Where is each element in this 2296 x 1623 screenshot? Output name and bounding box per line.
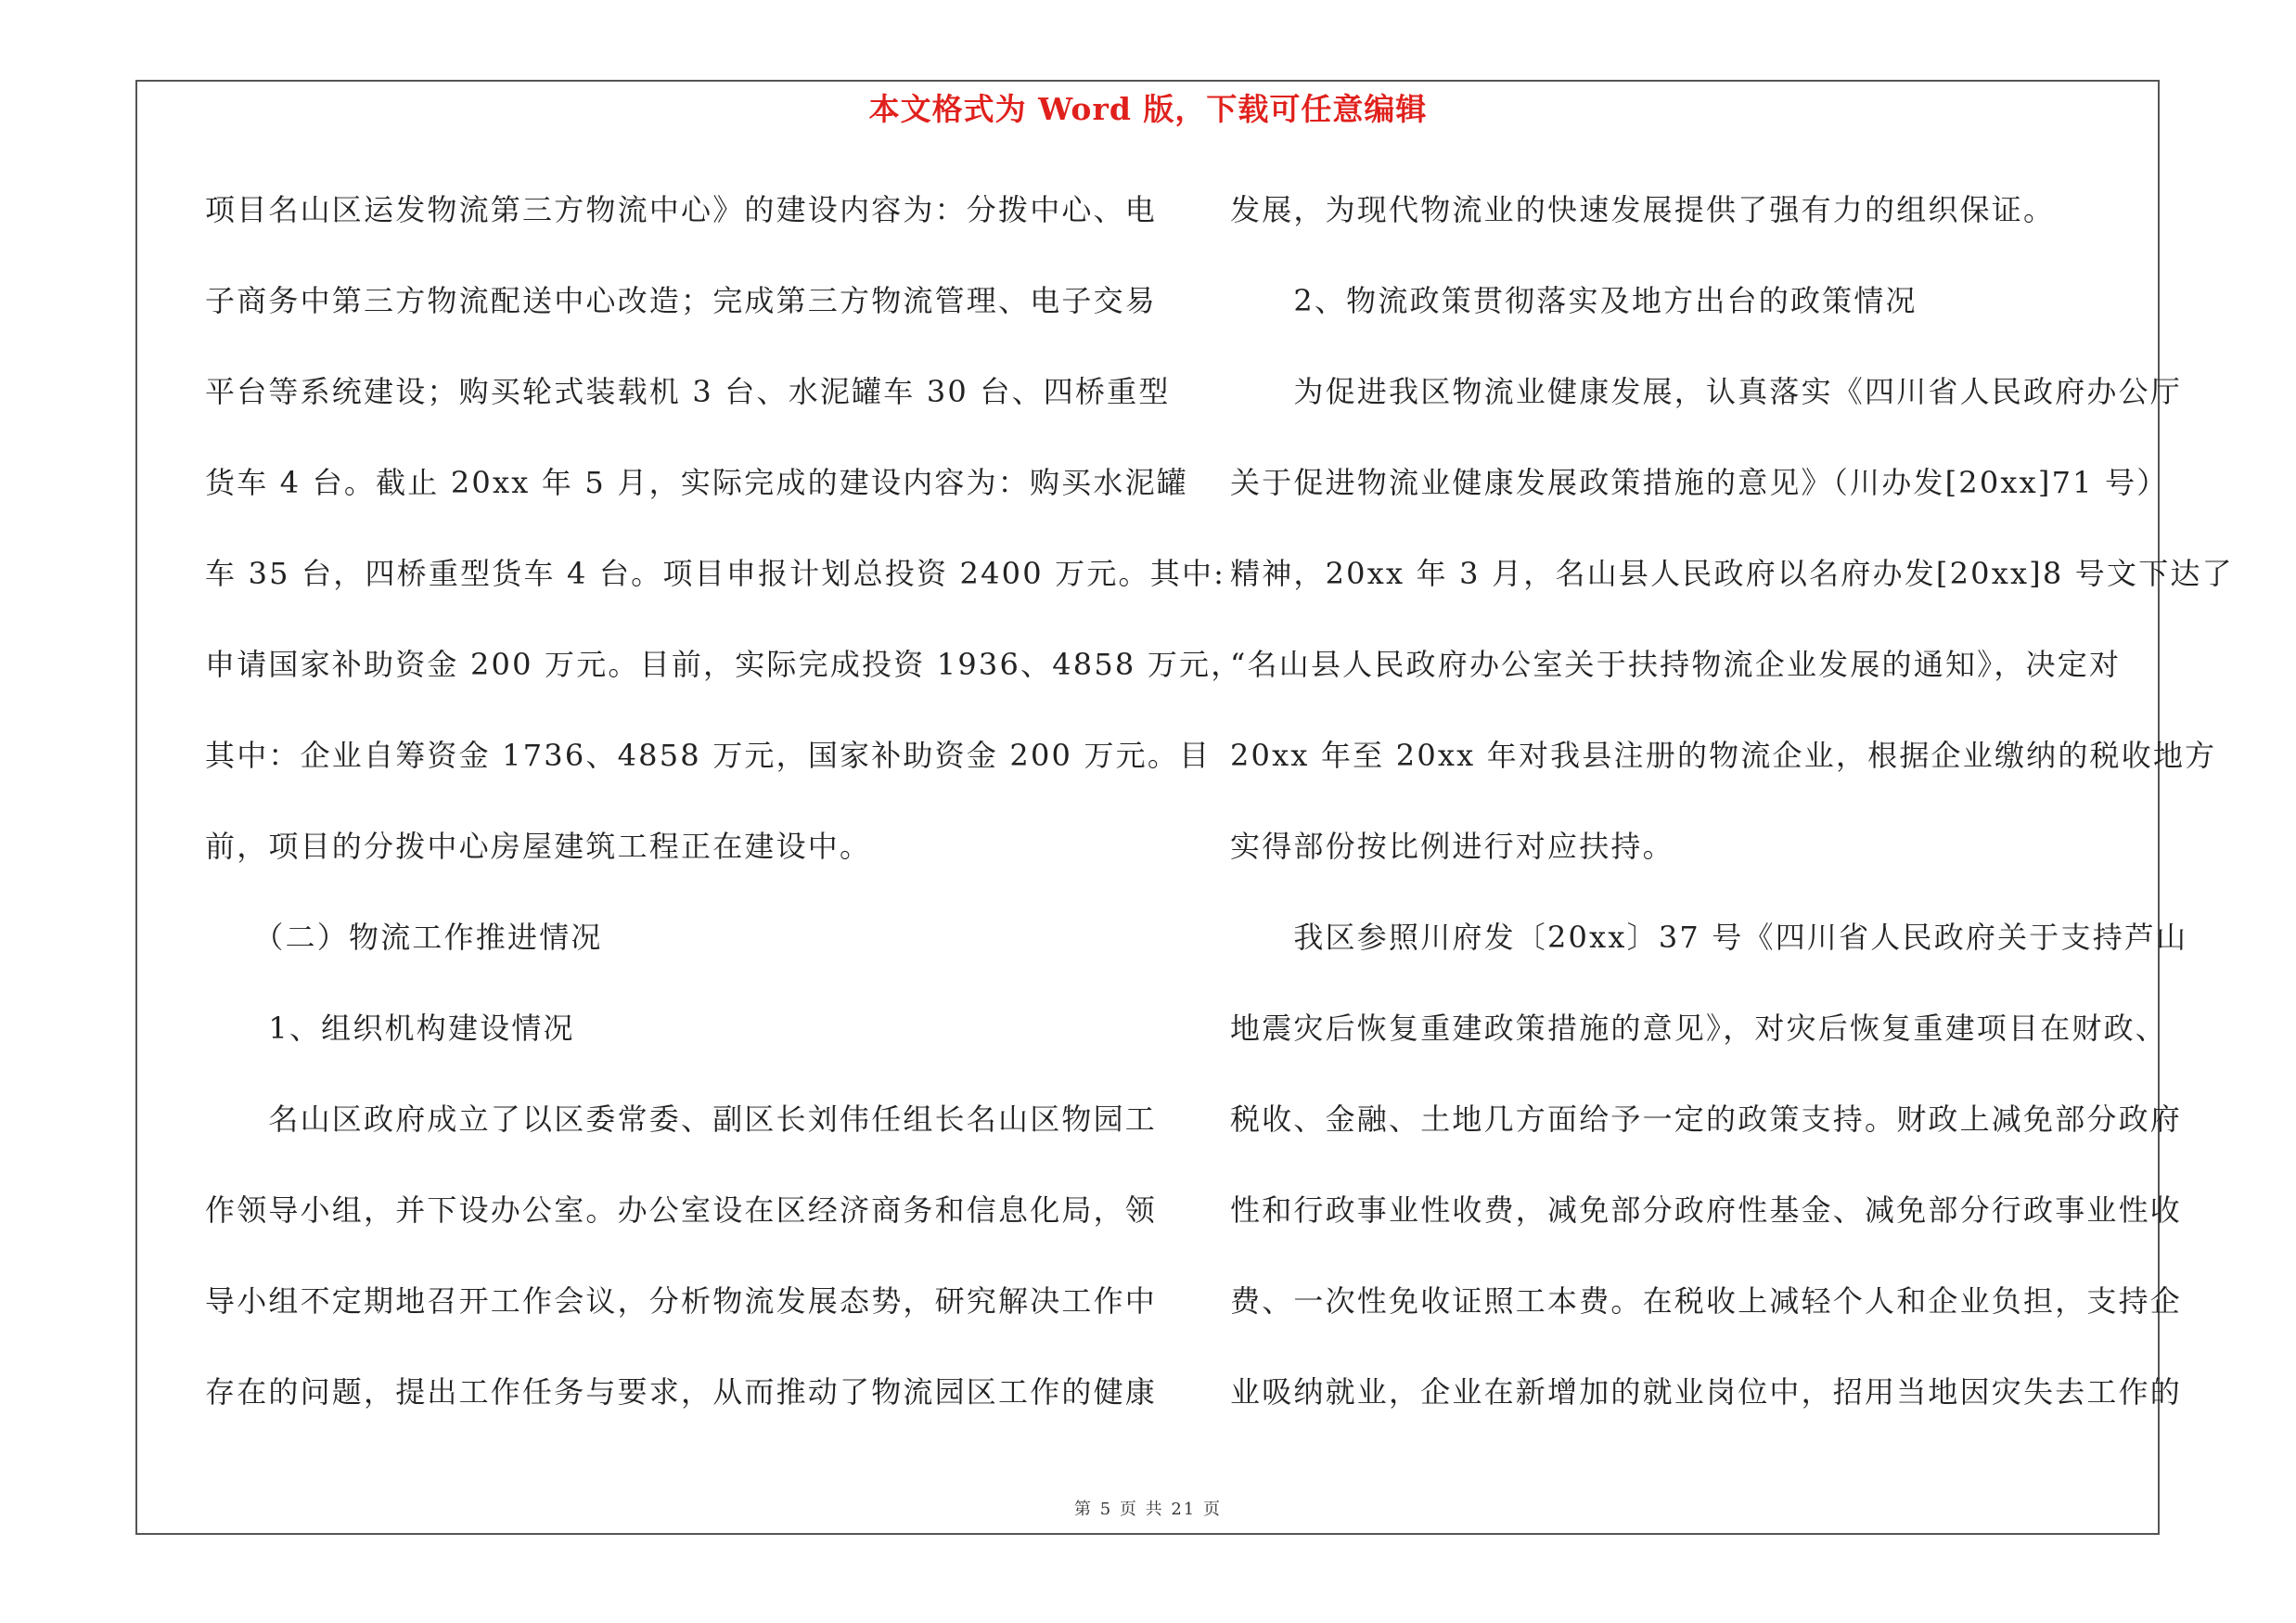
text-line: 实得部份按比例进行对应扶持。 bbox=[1230, 829, 1674, 864]
right-text-column bbox=[1230, 187, 2234, 1460]
text-line: 作领导小组，并下设办公室。办公室设在区经济商务和信息化局，领 bbox=[205, 1192, 1158, 1228]
text-line: 平台等系统建设；购买轮式装载机 3 台、水泥罐车 30 台、四桥重型 bbox=[205, 374, 1171, 409]
text-line: 子商务中第三方物流配送中心改造；完成第三方物流管理、电子交易 bbox=[205, 283, 1158, 318]
text-line: 20xx 年至 20xx 年对我县注册的物流企业，根据企业缴纳的税收地方 bbox=[1230, 738, 2217, 773]
text-line: （二）物流工作推进情况 bbox=[205, 920, 603, 955]
text-line: 2、物流政策贯彻落实及地方出台的政策情况 bbox=[1230, 283, 1918, 318]
text-line: 业吸纳就业，企业在新增加的就业岗位中，招用当地因灾失去工作的 bbox=[1230, 1374, 2183, 1410]
text-line: 存在的问题，提出工作任务与要求，从而推动了物流园区工作的健康 bbox=[205, 1374, 1158, 1410]
text-line: 发展，为现代物流业的快速发展提供了强有力的组织保证。 bbox=[1230, 192, 2056, 227]
text-line: 地震灾后恢复重建政策措施的意见》，对灾后恢复重建项目在财政、 bbox=[1230, 1011, 2168, 1046]
text-line: 申请国家补助资金 200 万元。目前，实际完成投资 1936、4858 万元， bbox=[205, 647, 1243, 682]
text-line: 性和行政事业性收费，减免部分政府性基金、减免部分行政事业性收 bbox=[1230, 1192, 2183, 1228]
text-line: 1、组织机构建设情况 bbox=[205, 1011, 575, 1046]
text-line: 我区参照川府发〔20xx〕37 号《四川省人民政府关于支持芦山 bbox=[1230, 920, 2188, 955]
text-line: 导小组不定期地召开工作会议，分析物流发展态势，研究解决工作中 bbox=[205, 1283, 1158, 1319]
text-line: 名山区政府成立了以区委常委、副区长刘伟任组长名山区物园工 bbox=[205, 1101, 1158, 1137]
text-line: 关于促进物流业健康发展政策措施的意见》（川办发[20xx]71 号） bbox=[1230, 465, 2169, 500]
page-number-footer: 第 5 页 共 21 页 bbox=[1074, 1500, 1222, 1519]
text-line: 精神，20xx 年 3 月，名山县人民政府以名府办发[20xx]8 号文下达了 bbox=[1230, 556, 2234, 591]
left-text-column bbox=[205, 187, 1243, 1460]
text-line: 车 35 台，四桥重型货车 4 台。项目申报计划总投资 2400 万元。其中: bbox=[205, 556, 1226, 591]
text-line: 货车 4 台。截止 20xx 年 5 月，实际完成的建设内容为：购买水泥罐 bbox=[205, 465, 1188, 500]
text-line: 项目名山区运发物流第三方物流中心》的建设内容为：分拨中心、电 bbox=[205, 192, 1158, 227]
text-line: “名山县人民政府办公室关于扶持物流企业发展的通知》，决定对 bbox=[1230, 647, 2122, 682]
text-line: 费、一次性免收证照工本费。在税收上减轻个人和企业负担，支持企 bbox=[1230, 1283, 2183, 1319]
word-format-banner: 本文格式为 Word 版，下载可任意编辑 bbox=[868, 91, 1428, 127]
text-line: 税收、金融、土地几方面给予一定的政策支持。财政上减免部分政府 bbox=[1230, 1101, 2183, 1137]
text-line: 前，项目的分拨中心房屋建筑工程正在建设中。 bbox=[205, 829, 872, 864]
text-line: 其中：企业自筹资金 1736、4858 万元，国家补助资金 200 万元。目 bbox=[205, 738, 1212, 773]
text-line: 为促进我区物流业健康发展，认真落实《四川省人民政府办公厅 bbox=[1230, 374, 2183, 409]
